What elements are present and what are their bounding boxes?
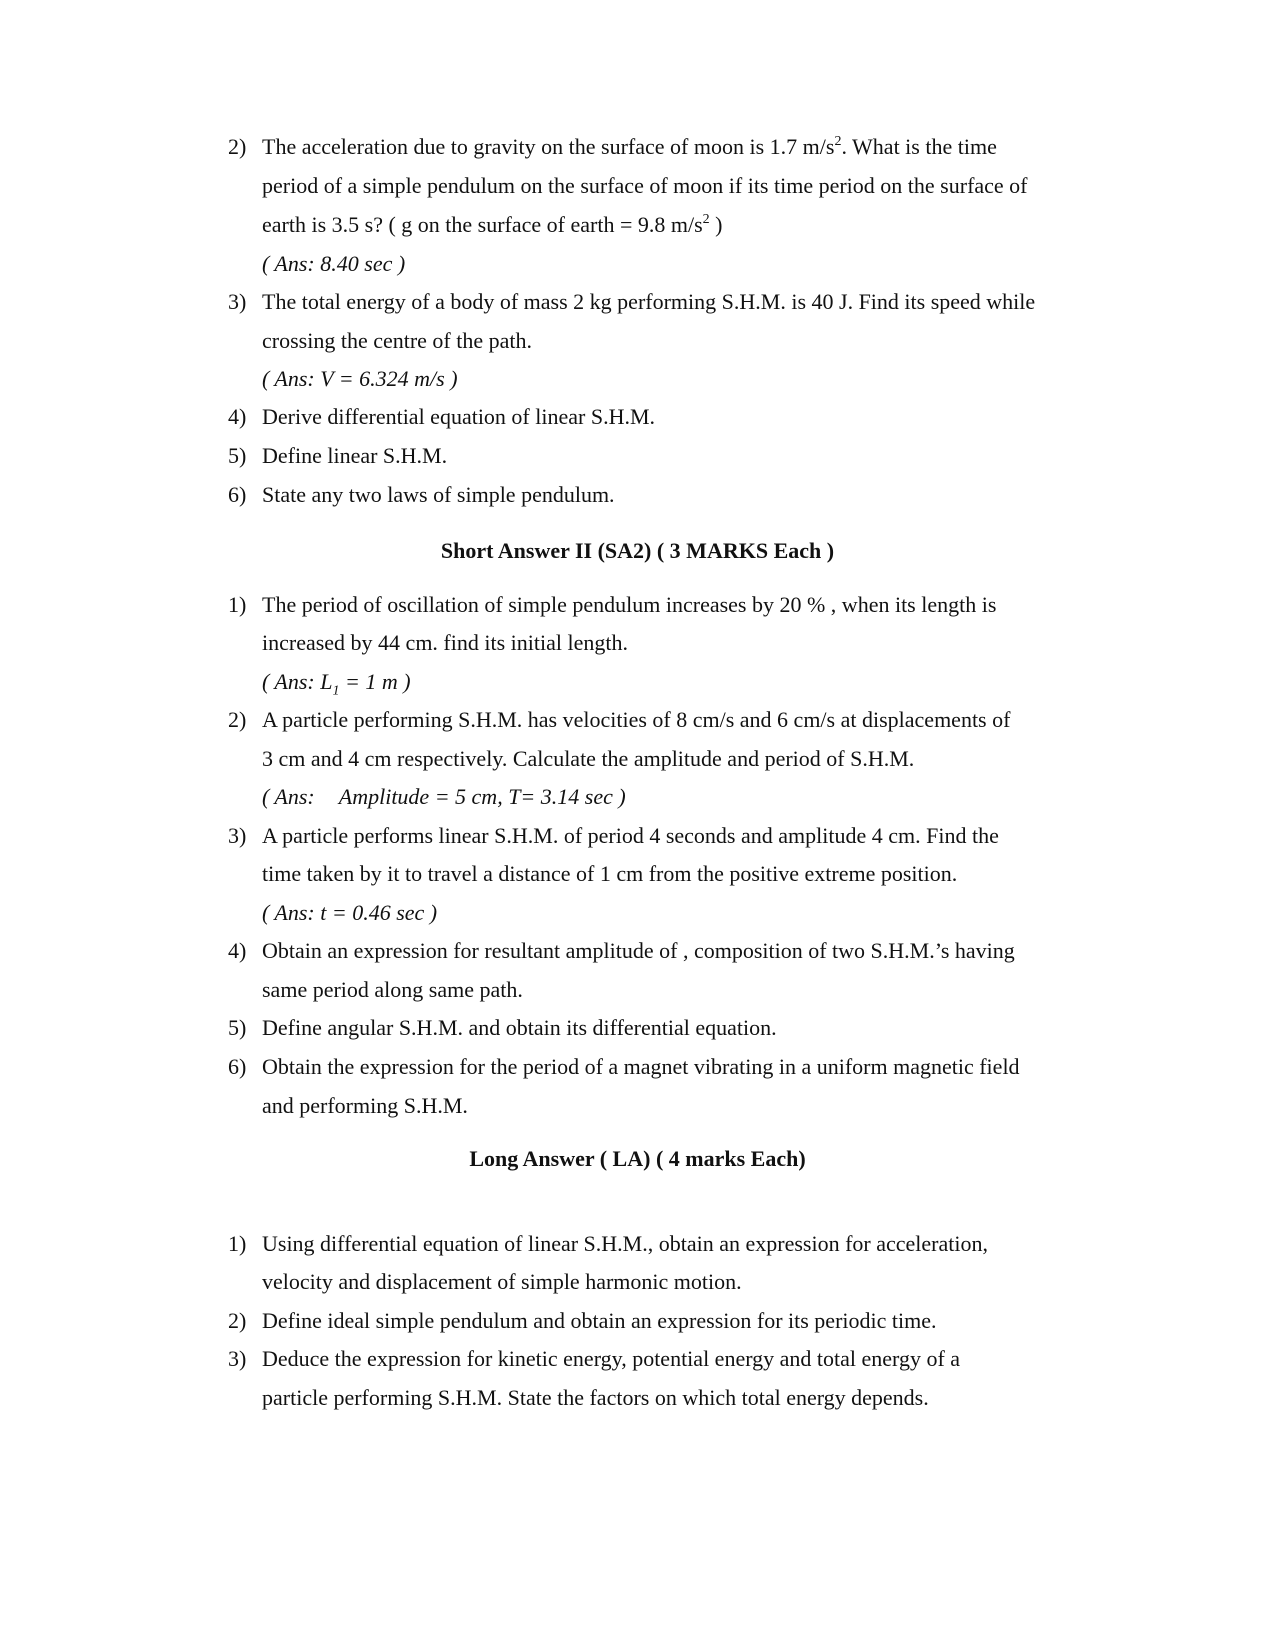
question-text-line: Deduce the expression for kinetic energy, potential energy and total energy of a	[262, 1346, 961, 1371]
question-number: 3)	[228, 1346, 247, 1371]
question-text-line: Define linear S.H.M.	[262, 443, 448, 468]
text-span: Amplitude = 5 cm, T= 3.14 sec )	[338, 784, 626, 809]
question-text-line: period of a simple pendulum on the surface of moon if its time period on the surface of	[262, 173, 1028, 198]
text-span: . What is the time	[841, 134, 997, 159]
question-number: 4)	[228, 938, 247, 963]
question-text-line: Define angular S.H.M. and obtain its differential equation.	[262, 1015, 777, 1040]
answer-text: ( Ans: t = 0.46 sec )	[262, 900, 438, 925]
question-text-line: increased by 44 cm. find its initial length.	[262, 630, 628, 655]
question-text-line: Using differential equation of linear S.H.M., obtain an expression for acceleration,	[262, 1231, 988, 1256]
question-text-line: 3 cm and 4 cm respectively. Calculate the amplitude and period of S.H.M.	[262, 746, 915, 771]
text-span: ( Ans:	[262, 784, 315, 809]
question-number: 5)	[228, 443, 247, 468]
question-number: 2)	[228, 134, 247, 159]
question-number: 3)	[228, 823, 247, 848]
question-number: 6)	[228, 482, 247, 507]
question-number: 3)	[228, 289, 247, 314]
subscript: 1	[332, 683, 340, 699]
superscript: 2	[702, 211, 710, 227]
text-span: earth is 3.5 s? ( g on the surface of earth = 9.8 m/s	[262, 212, 703, 237]
answer-text: ( Ans: V = 6.324 m/s )	[262, 366, 458, 391]
question-number: 4)	[228, 404, 247, 429]
question-text-line: same period along same path.	[262, 977, 523, 1002]
question-text-line: The period of oscillation of simple pendulum increases by 20 % , when its length is	[262, 592, 997, 617]
question-text-line: The total energy of a body of mass 2 kg performing S.H.M. is 40 J. Find its speed while	[262, 289, 1036, 314]
question-text-line: Obtain an expression for resultant amplitude of , composition of two S.H.M.’s having	[262, 938, 1015, 963]
section-heading-la: Long Answer ( LA) ( 4 marks Each)	[469, 1146, 806, 1171]
question-number: 1)	[228, 592, 247, 617]
question-text-line: crossing the centre of the path.	[262, 328, 533, 353]
section-heading-sa2: Short Answer II (SA2) ( 3 MARKS Each )	[440, 538, 835, 563]
question-number: 6)	[228, 1054, 247, 1079]
question-text-line	[262, 134, 997, 160]
question-number: 2)	[228, 707, 247, 732]
superscript: 2	[834, 133, 842, 149]
question-number: 2)	[228, 1308, 247, 1333]
question-number: 1)	[228, 1231, 247, 1256]
question-text-line: time taken by it to travel a distance of 1 cm from the positive extreme position.	[262, 861, 958, 886]
question-text-line: Derive differential equation of linear S.H.M.	[262, 404, 656, 429]
question-text-line: Define ideal simple pendulum and obtain an expression for its periodic time.	[262, 1308, 937, 1333]
text-span: )	[709, 212, 723, 237]
question-number: 5)	[228, 1015, 247, 1040]
text-span: = 1 m )	[339, 669, 411, 694]
question-text-line	[262, 212, 723, 238]
question-text-line: particle performing S.H.M. State the factors on which total energy depends.	[262, 1385, 929, 1410]
question-text-line: A particle performs linear S.H.M. of period 4 seconds and amplitude 4 cm. Find the	[262, 823, 999, 848]
question-text-line: velocity and displacement of simple harmonic motion.	[262, 1269, 742, 1294]
text-span: The acceleration due to gravity on the surface of moon is 1.7 m/s	[262, 134, 835, 159]
answer-text: ( Ans: 8.40 sec )	[262, 251, 406, 276]
question-text-line: Obtain the expression for the period of a magnet vibrating in a uniform magnetic field	[262, 1054, 1020, 1079]
answer-text	[262, 669, 411, 699]
question-text-line: A particle performing S.H.M. has velocities of 8 cm/s and 6 cm/s at displacements of	[262, 707, 1011, 732]
question-text-line: and performing S.H.M.	[262, 1093, 468, 1118]
answer-text	[262, 784, 626, 810]
question-text-line: State any two laws of simple pendulum.	[262, 482, 615, 507]
text-span: ( Ans: L	[262, 669, 333, 694]
